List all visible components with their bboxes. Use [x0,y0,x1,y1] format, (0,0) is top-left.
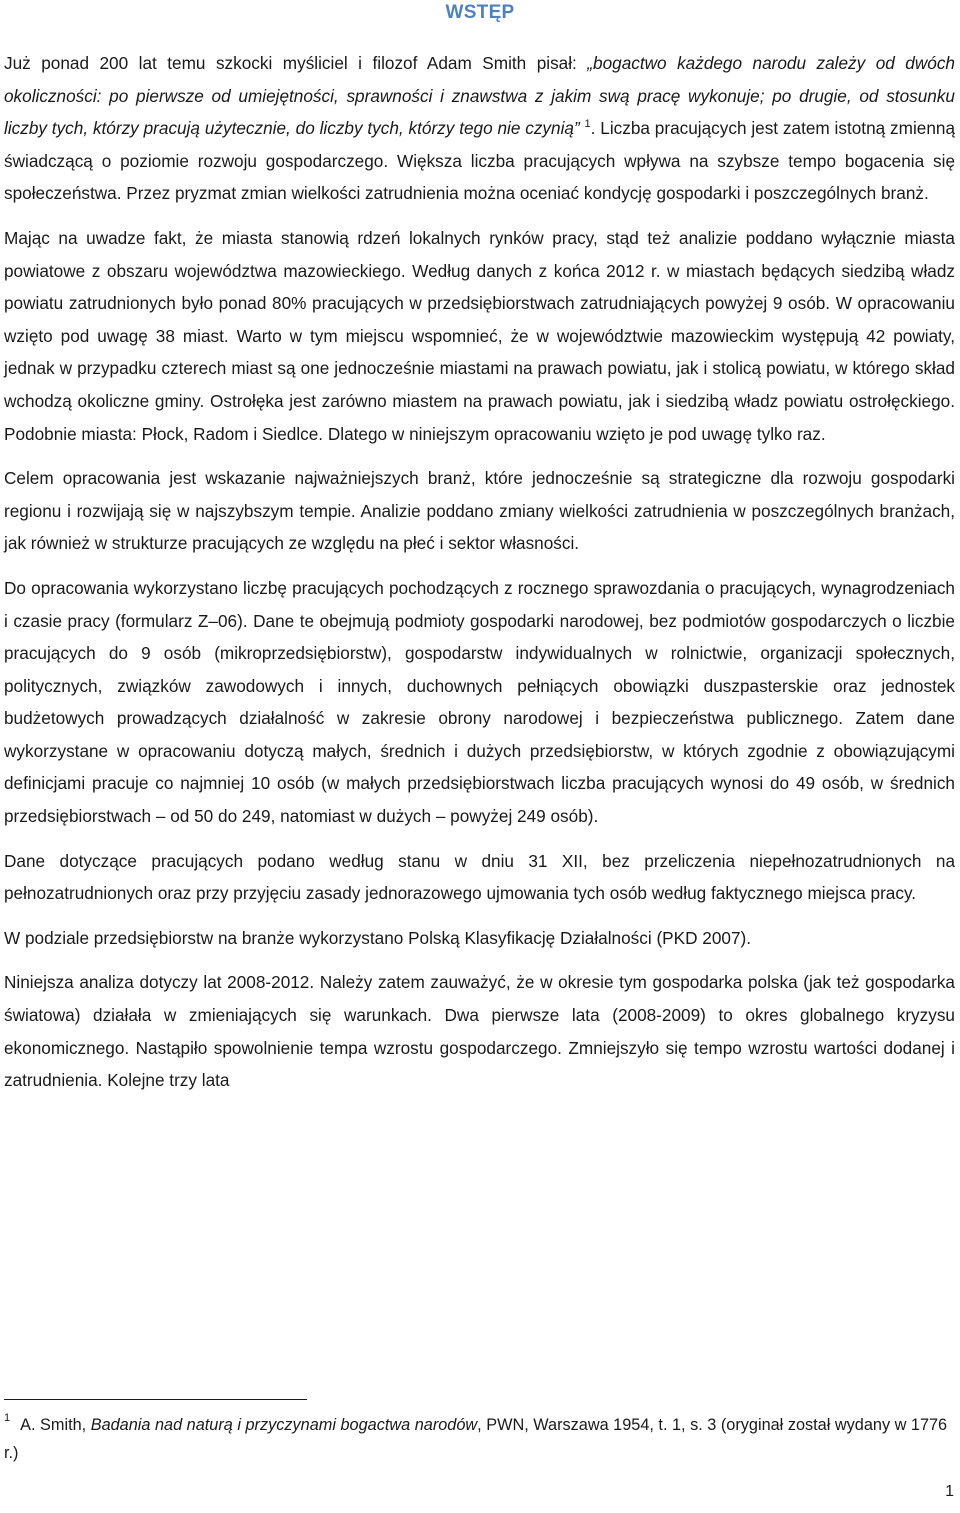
footnote-details: , PWN, Warszawa 1954, t. 1, s. 3 (oryginał został wydany w 1776 r.) [4,1416,948,1462]
footnote-number: 1 [4,1412,11,1424]
footnote-separator [4,1399,307,1400]
paragraph-1-intro: Już ponad 200 lat temu szkocki myśliciel i filozof Adam Smith pisał: [4,53,588,73]
paragraph-4: Do opracowania wykorzystano liczbę pracujących pochodzących z rocznego sprawozdania o pracujących, wynagrodzeniach i czasie pracy (formularz Z–06). Dane te obejmują podmioty gospodarki narodowej, bez podmiotów gospodarczych o liczbie pracujących do 9 osób (mikroprzedsiębiorstw), gospodarstw indywidualnych w rolnictwie, organizacji społecznych, politycznych, związków zawodowych i innych, duchownych pełniących obowiązki duszpasterskie oraz jednostek budżetowych prowadzących działalność w zakresie obrony narodowej i bezpieczeństwa publicznego. Zatem dane wykorzystane w opracowaniu dotyczą małych, średnich i dużych przedsiębiorstw, w których zgodnie z obowiązującymi definicjami pracuje co najmniej 10 osób (w małych przedsiębiorstwach liczba pracujących wynosi do 49 osób, w średnich przedsiębiorstwach – od 50 do 249, natomiast w dużych – powyżej 249 osób). [4,577,955,827]
page-title: WSTĘP [445,2,515,23]
paragraph-6: W podziale przedsiębiorstw na branże wykorzystano Polską Klasyfikację Działalności (PKD 2007). [4,927,752,948]
footnote-author: A. Smith, [20,1416,91,1434]
paragraph-3: Celem opracowania jest wskazanie najważniejszych branż, które jednocześnie są strategiczne dla rozwoju gospodarki regionu i rozwijają się w najszybszym tempie. Analizie poddano zmiany wielkości zatrudnienia w poszczególnych branżach, jak również w strukturze pracujących ze względu na płeć i sektor własności. [4,468,955,554]
footnote [4,1411,955,1467]
smith-quote: „bogactwo każdego narodu zależy od dwóch okoliczności: po pierwsze od umiejętności, sprawności i znawstwa z jakim swą pracę wykonuje; po drugie, od stosunku liczby tych, którzy pracują użytecznie, do liczby tych, którzy tego nie czynią” [4,53,955,139]
paragraph-1-continuation: . Liczba pracujących jest zatem istotną zmienną świadczącą o poziomie rozwoju gospodarczego. Większa liczba pracujących wpływa na szybsze tempo bogacenia się społeczeństwa. Przez pryzmat zmian wielkości zatrudnienia można oceniać kondycję gospodarki i poszczególnych branż. [4,118,955,204]
paragraph-2: Mając na uwadze fakt, że miasta stanowią rdzeń lokalnych rynków pracy, stąd też analizie poddano wyłącznie miasta powiatowe z obszaru województwa mazowieckiego. Według danych z końca 2012 r. w miastach będących siedzibą władz powiatu zatrudnionych było ponad 80% pracujących w przedsiębiorstwach zatrudniających powyżej 9 osób. W opracowaniu wzięto pod uwagę 38 miast. Warto w tym miejscu wspomnieć, że w województwie mazowieckim występują 42 powiaty, jednak w przypadku czterech miast są one jednocześnie miastami na prawach powiatu, jak i stolicą powiatu, w którego skład wchodzą okoliczne gminy. Ostrołęka jest zarówno miastem na prawach powiatu, jak i siedzibą władz powiatu ostrołęckiego. Podobnie miasta: Płock, Radom i Siedlce. Dlatego w niniejszym opracowaniu wzięto je pod uwagę tylko raz. [4,227,955,444]
paragraph-7: Niniejsza analiza dotyczy lat 2008-2012. Należy zatem zauważyć, że w okresie tym gospodarka polska (jak też gospodarka światowa) działała w zmieniających się warunkach. Dwa pierwsze lata (2008-2009) to okres globalnego kryzysu ekonomicznego. Nastąpiło spowolnienie tempa wzrostu gospodarczego. Zmniejszyło się tempo wzrostu wartości dodanej i zatrudnienia. Kolejne trzy lata [4,972,955,1091]
body-text [4,47,955,1097]
paragraph-1 [4,47,955,210]
page-number: 1 [945,1483,954,1500]
footnote-book-title: Badania nad naturą i przyczynami bogactwa narodów [90,1416,478,1434]
footnote-reference[interactable]: 1 [584,118,591,131]
paragraph-5: Dane dotyczące pracujących podano według stanu w dniu 31 XII, bez przeliczenia niepełnozatrudnionych na pełnozatrudnionych oraz przy przyjęciu zasady jednorazowego ujmowania tych osób według faktycznego miejsca pracy. [4,850,955,904]
